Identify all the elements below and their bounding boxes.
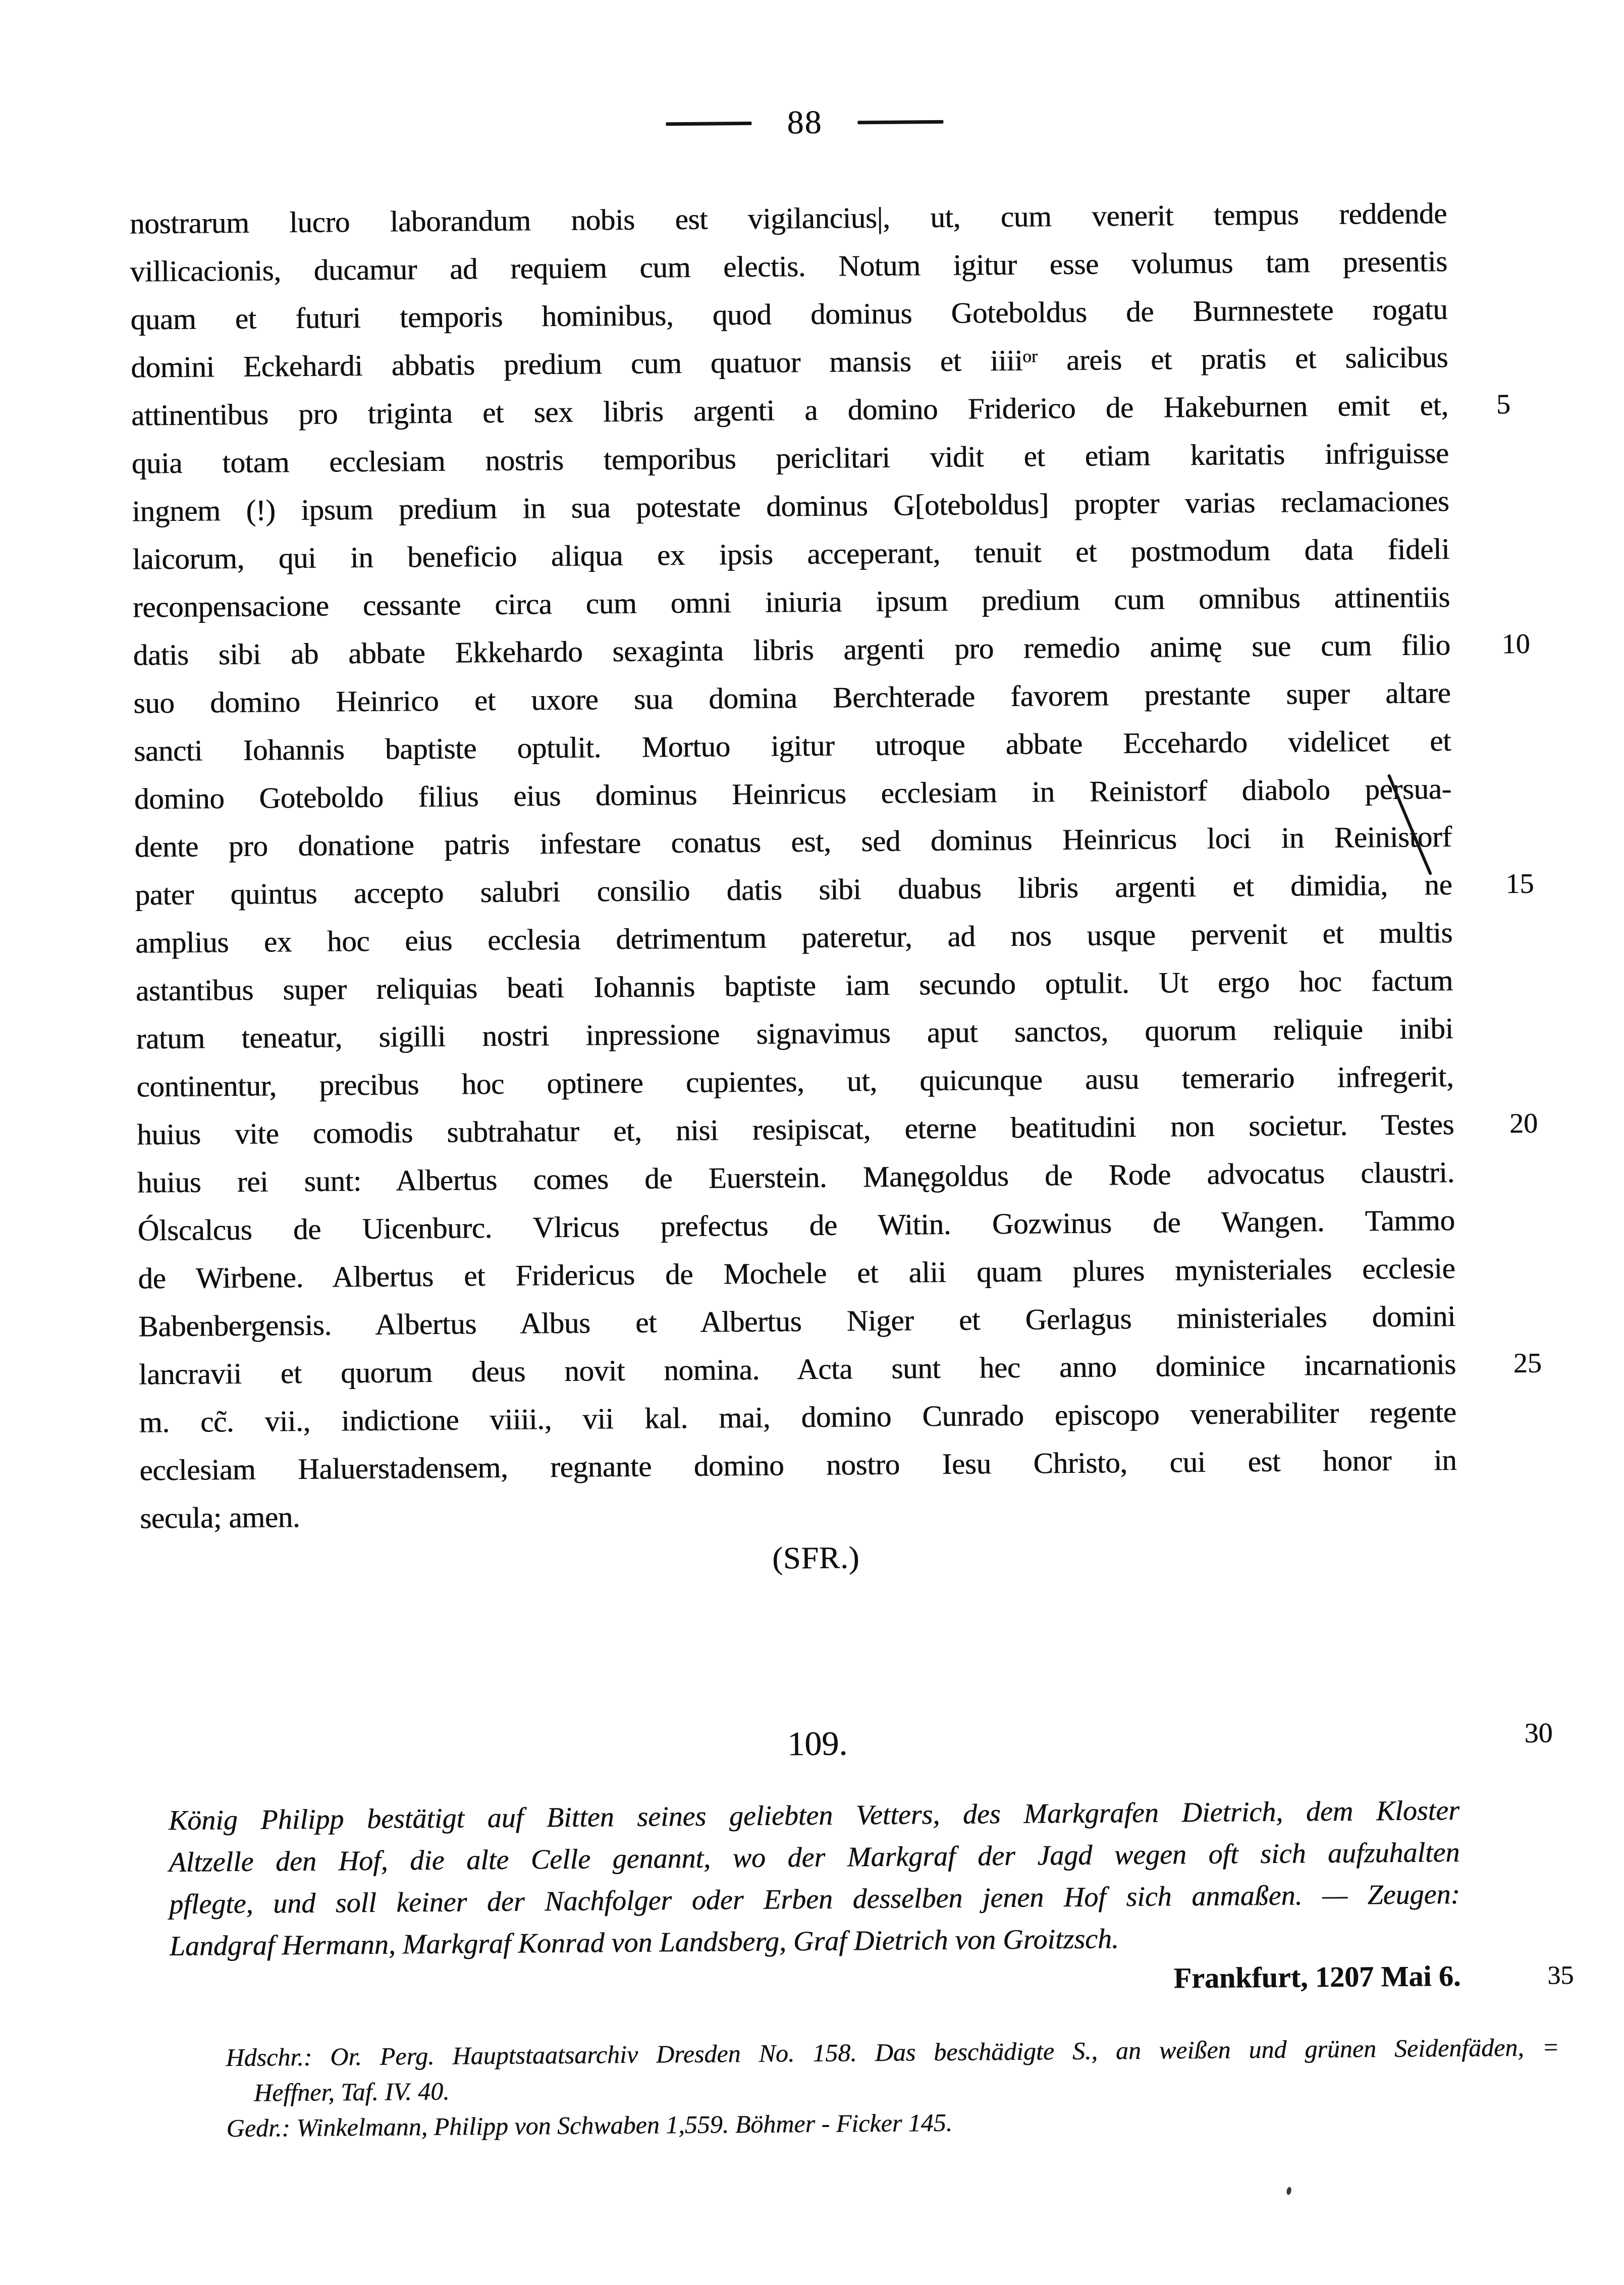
apparatus-line-hdschr-cont: Heffner, Taf. IV. 40. bbox=[253, 2077, 450, 2107]
charter-text-line: continentur, precibus hoc optinere cupientes, ut, quicunque ausu temerario infregerit, bbox=[136, 1059, 1454, 1103]
header-rule-left bbox=[666, 121, 751, 125]
charter-text-line: ingnem (!) ipsum predium in sua potestate dominus G[oteboldus] propter varias reclamaciones bbox=[132, 484, 1449, 528]
charter-text-line: lancravii et quorum deus novit nomina. Acta sunt hec anno dominice incarnationis bbox=[138, 1347, 1456, 1391]
charter-text-line: reconpensacione cessante circa cum omni iniuria ipsum predium cum omnibus attinentiis bbox=[132, 580, 1450, 624]
charter-text-line: quam et futuri temporis hominibus, quod dominus Goteboldus de Burnnestete rogatu bbox=[130, 292, 1448, 336]
charter-text-line: sancti Iohannis baptiste optulit. Mortuo igitur utroque abbate Eccehardo videlicet et bbox=[133, 724, 1451, 768]
charter-text-line: villicacionis, ducamur ad requiem cum electis. Notum igitur esse volumus tam presentis bbox=[130, 244, 1447, 288]
charter-text-line: m. cc̃. vii., indictione viiii., vii kal. mai, domino Cunrado episcopo venerabiliter regente bbox=[139, 1395, 1456, 1439]
margin-line-number-35: 35 bbox=[1547, 1961, 1574, 1990]
charter-text-line: astantibus super reliquias beati Iohannis baptiste iam secundo optulit. Ut ergo hoc factum bbox=[135, 964, 1453, 1007]
charter-text-line: ratum teneatur, sigilli nostri inpressione signavimus aput sanctos, quorum reliquie inibi bbox=[136, 1012, 1453, 1055]
date-place-line: Frankfurt, 1207 Mai 6. bbox=[1173, 1959, 1461, 1995]
charter-text-line: nostrarum lucro laborandum nobis est vigilancius|, ut, cum venerit tempus reddende bbox=[129, 196, 1447, 240]
regest-line: Landgraf Hermann, Markgraf Konrad von Landsberg, Graf Dietrich von Groitzsch. bbox=[169, 1923, 1119, 1962]
ink-speck-artifact bbox=[1286, 2187, 1292, 2195]
margin-line-number-15: 15 bbox=[1505, 868, 1534, 900]
regest-line: pflegte, und soll keiner der Nachfolger oder Erben desselben jenen Hof sich anmaßen. — Zeugen: bbox=[169, 1878, 1460, 1921]
margin-line-number-10: 10 bbox=[1501, 628, 1530, 660]
charter-text-line: pater quintus accepto salubri consilio datis sibi duabus libris argenti et dimidia, ne bbox=[135, 868, 1452, 912]
charter-text-line: secula; amen. bbox=[139, 1500, 300, 1535]
charter-text-line: amplius ex hoc eius ecclesia detrimentum pateretur, ad nos usque pervenit et multis bbox=[135, 916, 1453, 960]
charter-text-line: Babenbergensis. Albertus Albus et Albertus Niger et Gerlagus ministeriales domini bbox=[138, 1299, 1456, 1343]
page-number: 88 bbox=[787, 103, 823, 141]
margin-line-number-30: 30 bbox=[1524, 1717, 1553, 1749]
charter-text-block bbox=[130, 189, 1457, 1542]
charter-text-line: datis sibi ab abbate Ekkehardo sexaginta libris argenti pro remedio animę sue cum filio bbox=[133, 628, 1450, 672]
charter-text-line: laicorum, qui in beneficio aliqua ex ipsis acceperant, tenuit et postmodum data fideli bbox=[132, 532, 1450, 576]
charter-text-line: huius vite comodis subtrahatur et, nisi resipiscat, eterne beatitudini non societur. Testes bbox=[136, 1107, 1454, 1151]
charter-text-line: ecclesiam Haluerstadensem, regnante domino nostro Iesu Christo, cui est honor in bbox=[139, 1443, 1457, 1487]
charter-text-line: domini Eckehardi abbatis predium cum quatuor mansis et iiiiᵒʳ areis et pratis et salicibus bbox=[130, 340, 1448, 384]
apparatus-line-hdschr: Hdschr.: Or. Perg. Hauptstaatsarchiv Dresden No. 158. Das beschädigte S., an weißen und grünen Seidenfäden, = bbox=[226, 2033, 1559, 2072]
margin-line-number-25: 25 bbox=[1513, 1347, 1542, 1379]
apparatus-notes-block bbox=[226, 2029, 1560, 2146]
seal-formula: (SFR.) bbox=[772, 1540, 860, 1576]
charter-text-line: Ólscalcus de Uicenburc. Vlricus prefectus de Witin. Gozwinus de Wangen. Tammo bbox=[137, 1203, 1455, 1247]
charter-text-line: domino Goteboldo filius eius dominus Heinricus ecclesiam in Reinistorf diabolo persua- bbox=[134, 772, 1452, 816]
ink-stroke-artifact bbox=[1378, 771, 1445, 883]
charter-text-line: attinentibus pro triginta et sex libris argenti a domino Friderico de Hakeburnen emit et, bbox=[131, 388, 1449, 432]
charter-number-heading: 109. bbox=[787, 1724, 848, 1763]
charter-text-line: huius rei sunt: Albertus comes de Euerstein. Manęgoldus de Rode advocatus claustri. bbox=[137, 1155, 1455, 1199]
charter-text-line: suo domino Heinrico et uxore sua domina Berchterade favorem prestante super altare bbox=[133, 676, 1451, 720]
charter-text-line: quia totam ecclesiam nostris temporibus periclitari vidit et etiam karitatis infriguisse bbox=[131, 436, 1449, 480]
running-head bbox=[0, 97, 1617, 148]
margin-line-number-5: 5 bbox=[1496, 389, 1511, 420]
charter-text-line: dente pro donatione patris infestare conatus est, sed dominus Heinricus loci in Reinistorf bbox=[134, 820, 1452, 864]
regest-line: König Philipp bestätigt auf Bitten seines geliebten Vetters, des Markgrafen Dietrich, dem Kloster bbox=[168, 1794, 1459, 1837]
regest-summary-block bbox=[168, 1790, 1460, 1968]
regest-line: Altzelle den Hof, die alte Celle genannt, wo der Markgraf der Jagd wegen oft sich aufzuhalten bbox=[169, 1836, 1460, 1879]
apparatus-line-gedr: Gedr.: Winkelmann, Philipp von Schwaben 1,559. Böhmer - Ficker 145. bbox=[226, 2108, 953, 2143]
charter-text-line: de Wirbene. Albertus et Fridericus de Mochele et alii quam plures mynisteriales ecclesie bbox=[138, 1251, 1455, 1295]
margin-line-number-20: 20 bbox=[1509, 1107, 1538, 1140]
header-rule-right bbox=[857, 120, 943, 124]
